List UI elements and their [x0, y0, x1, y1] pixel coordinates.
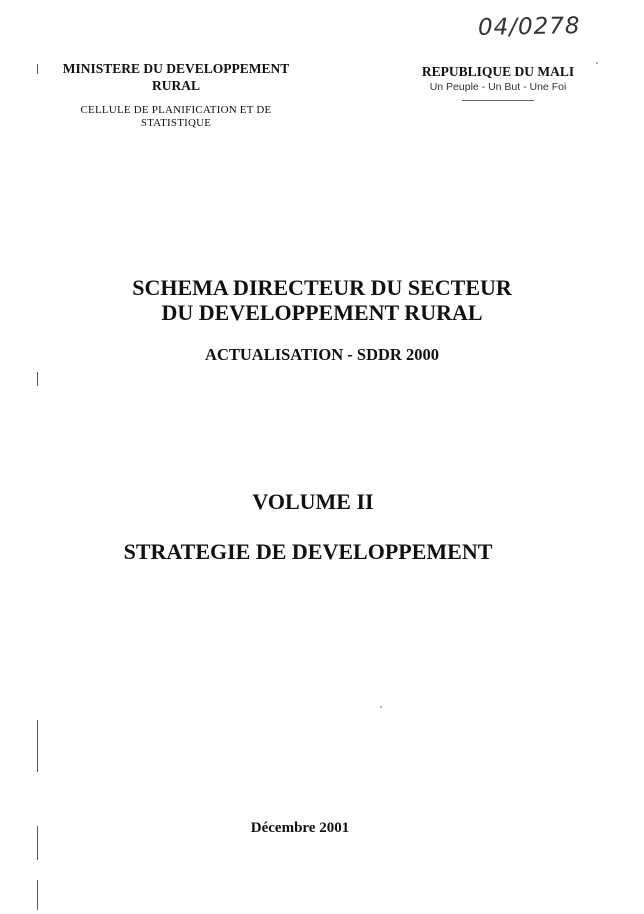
title-line-1: SCHEMA DIRECTEUR DU SECTEUR	[132, 275, 512, 300]
national-motto: Un Peuple - Un But - Une Foi	[429, 81, 567, 93]
scan-speck	[380, 706, 382, 708]
scan-mark	[37, 372, 38, 386]
ministry-header	[56, 60, 296, 130]
volume-name: STRATEGIE DE DEVELOPPEMENT	[123, 539, 493, 564]
cellule-name: CELLULE DE PLANIFICATION ET DE STATISTIQUE	[80, 104, 272, 129]
republic-name: REPUBLIQUE DU MALI	[421, 64, 575, 79]
document-date: Décembre 2001	[250, 820, 350, 836]
ministry-name: MINISTERE DU DEVELOPPEMENT RURAL	[62, 61, 290, 93]
scan-mark	[37, 720, 38, 772]
handwritten-reference: 04/0278	[477, 13, 581, 41]
header-rule	[462, 100, 534, 101]
scan-mark	[37, 826, 38, 860]
volume-label: VOLUME II	[252, 489, 374, 514]
document-subtitle: ACTUALISATION - SDDR 2000	[205, 345, 439, 364]
republic-header	[398, 63, 598, 101]
document-title	[100, 275, 544, 325]
scan-mark	[37, 64, 38, 74]
scan-speck	[596, 62, 598, 64]
title-line-2: DU DEVELOPPEMENT RURAL	[161, 300, 483, 325]
scan-mark	[37, 880, 38, 910]
